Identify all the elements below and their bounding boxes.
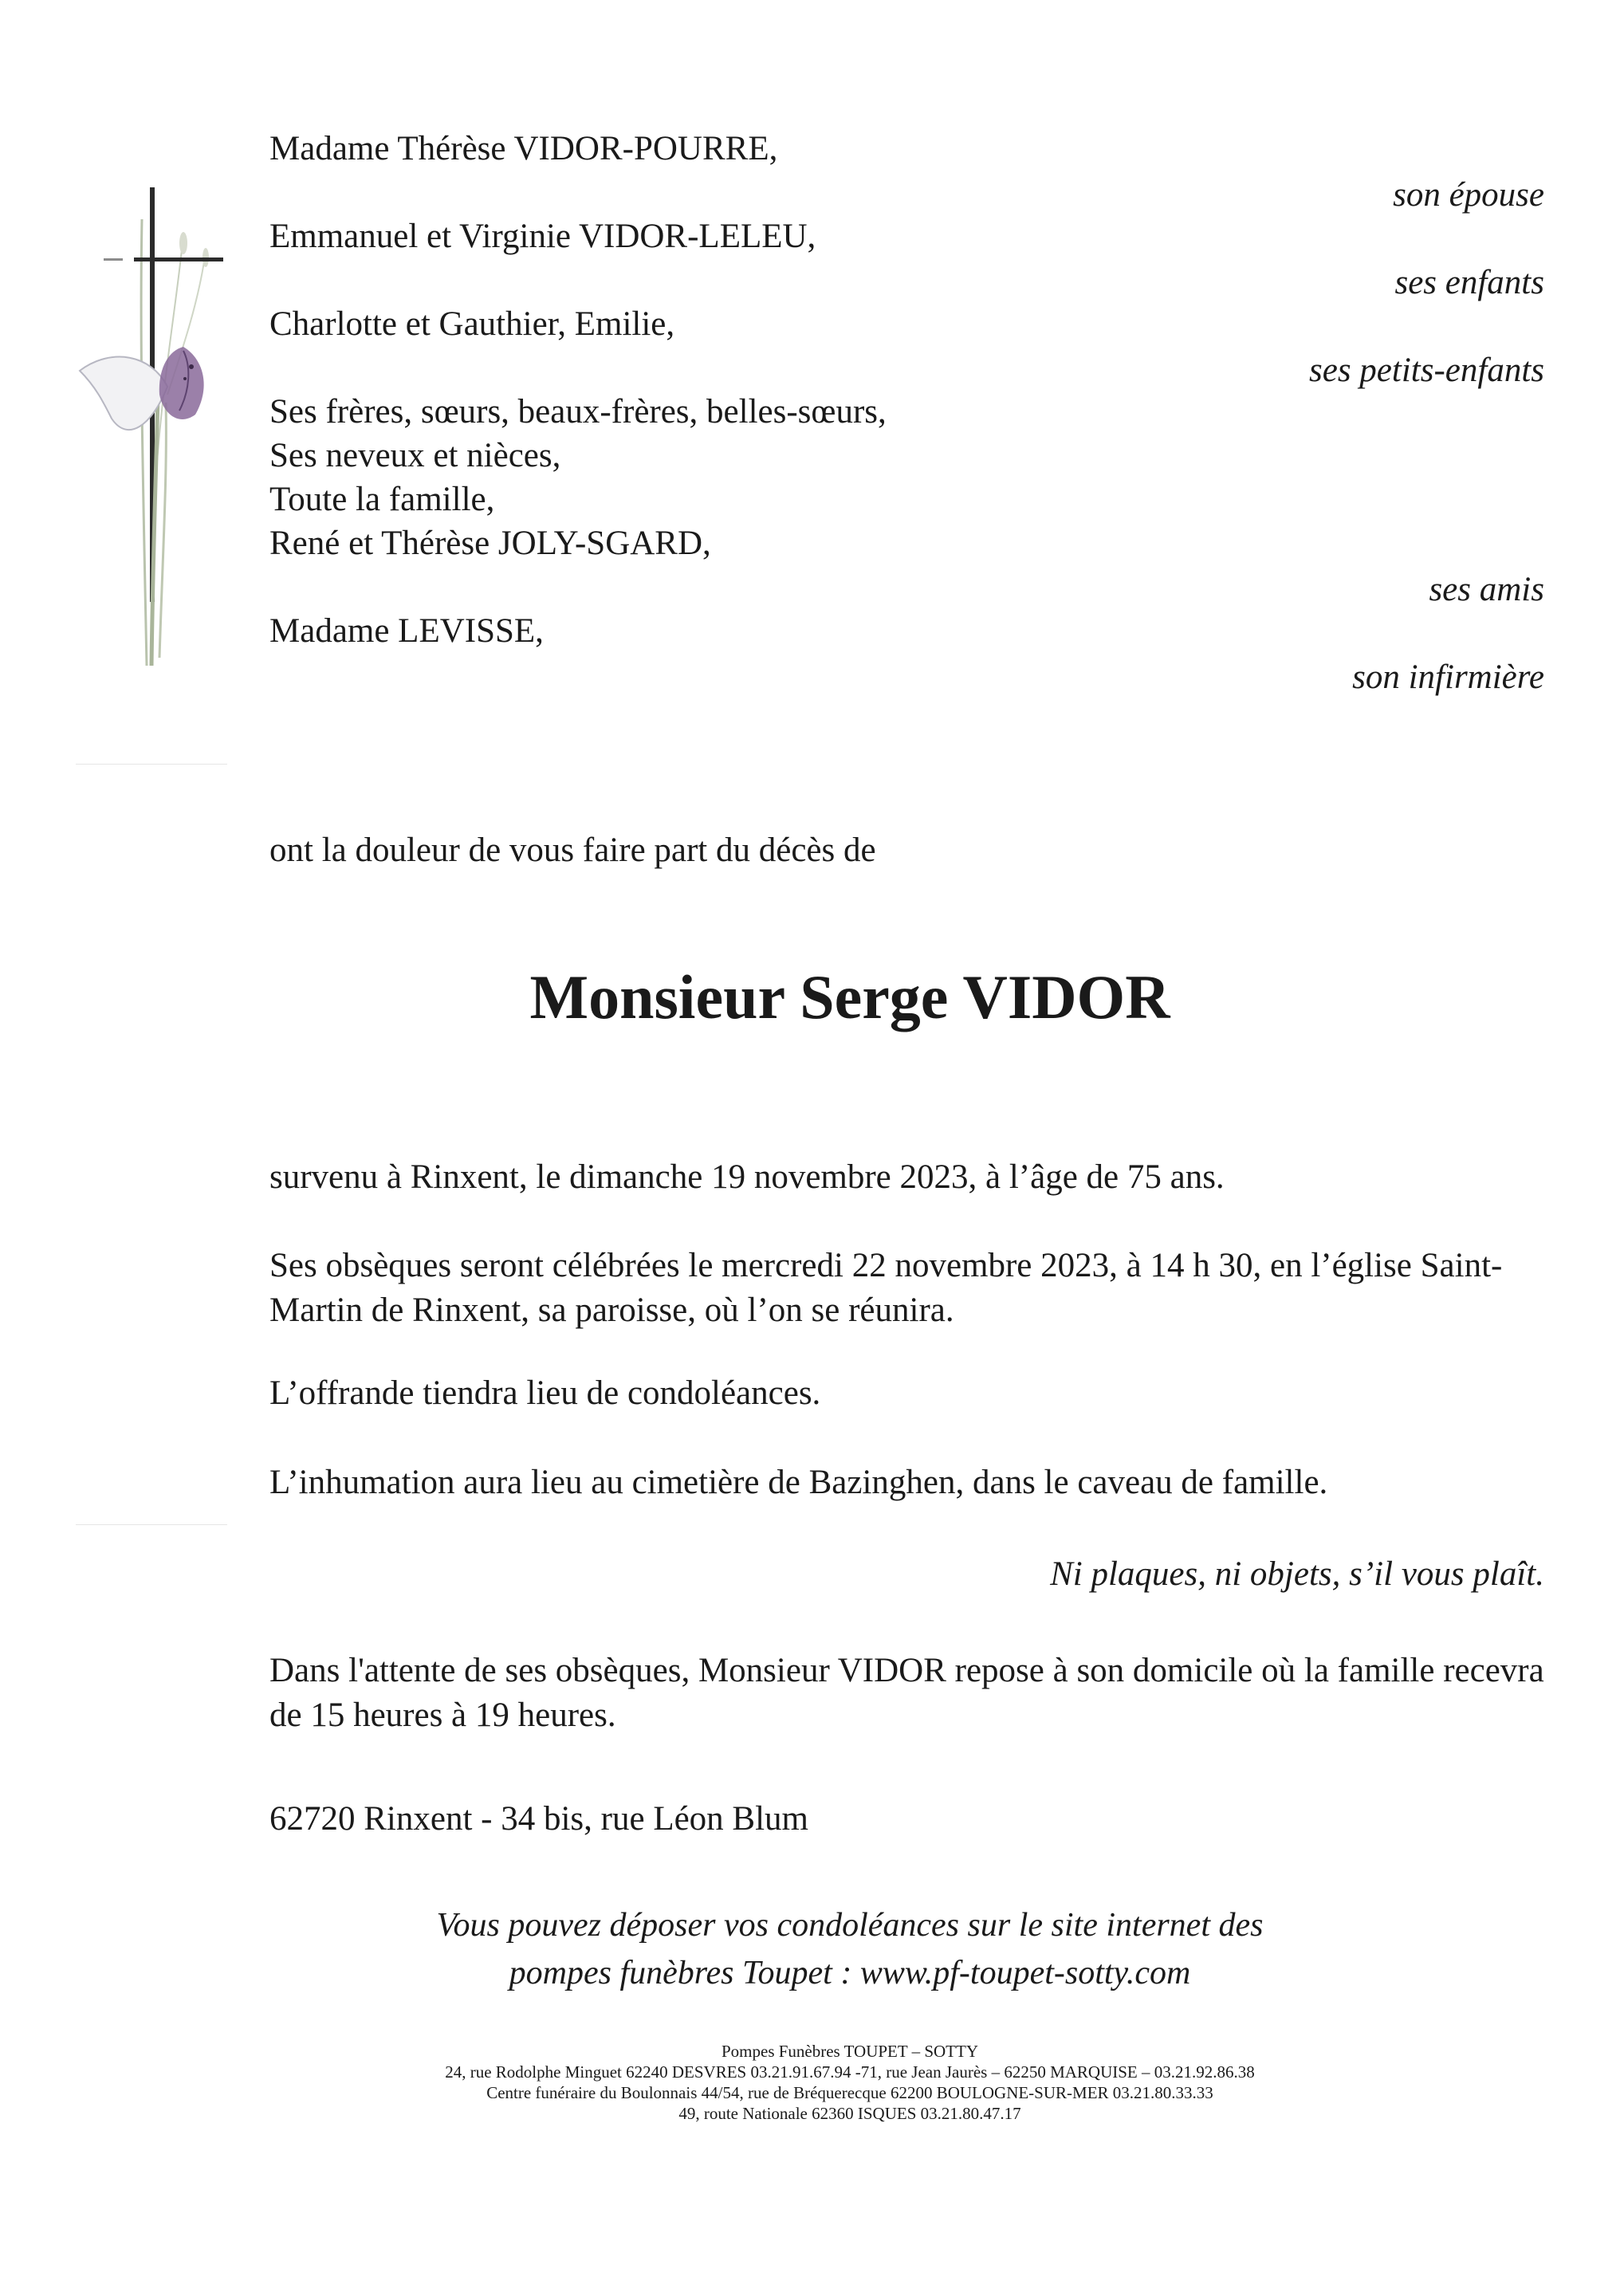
home-address: 62720 Rinxent - 34 bis, rue Léon Blum bbox=[269, 1800, 808, 1838]
relation-label: son épouse bbox=[1393, 176, 1544, 214]
family-line: Charlotte et Gauthier, Emilie, bbox=[269, 305, 675, 343]
condolences-line: Vous pouvez déposer vos condoléances sur le site internet des bbox=[436, 1907, 1264, 1944]
repose-text: Dans l'attente de ses obsèques, Monsieur VIDOR repose à son domicile où la famille recevra de 15 heures à 19 heures. bbox=[269, 1652, 1544, 1734]
death-details: survenu à Rinxent, le dimanche 19 novembre 2023, à l’âge de 75 ans. bbox=[269, 1158, 1225, 1196]
family-line: Ses neveux et nièces, bbox=[269, 437, 561, 474]
family-line: Madame Thérèse VIDOR-POURRE, bbox=[269, 130, 778, 167]
divider bbox=[76, 764, 227, 765]
relation-label: ses amis bbox=[1429, 571, 1544, 608]
condolences-link[interactable]: pompes funèbres Toupet : www.pf-toupet-sotty.com bbox=[509, 1955, 1191, 1991]
footer-line: Centre funéraire du Boulonnais 44/54, rue de Bréquerecque 62200 BOULOGNE-SUR-MER 03.21.80.33.33 bbox=[486, 2083, 1213, 2102]
footer-line: Pompes Funèbres TOUPET – SOTTY bbox=[721, 2042, 978, 2061]
family-line: Madame LEVISSE, bbox=[269, 612, 544, 650]
condolences-notice bbox=[0, 1901, 1624, 1997]
family-line: Toute la famille, bbox=[269, 481, 495, 518]
relation-label: son infirmière bbox=[1352, 659, 1544, 696]
divider bbox=[76, 1524, 227, 1525]
no-plaques-note: Ni plaques, ni objets, s’il vous plaît. bbox=[1050, 1555, 1544, 1593]
funeral-details: Ses obsèques seront célébrées le mercredi 22 novembre 2023, à 14 h 30, en l’église Saint-Martin de Rinxent, sa paroisse, où l’on se réunira. bbox=[269, 1247, 1503, 1329]
cross-with-calla-lily-icon bbox=[64, 187, 239, 698]
offering-text: L’offrande tiendra lieu de condoléances. bbox=[269, 1374, 821, 1412]
footer-line: 49, route Nationale 62360 ISQUES 03.21.80.47.17 bbox=[678, 2104, 1021, 2123]
deceased-name: Monsieur Serge VIDOR bbox=[529, 962, 1170, 1032]
family-line: Emmanuel et Virginie VIDOR-LELEU, bbox=[269, 218, 816, 255]
footer-line: 24, rue Rodolphe Minguet 62240 DESVRES 03.21.91.67.94 -71, rue Jean Jaurès – 62250 MARQUISE – 03.21.92.86.38 bbox=[445, 2062, 1255, 2082]
family-line: René et Thérèse JOLY-SGARD, bbox=[269, 525, 711, 562]
funeral-home-footer bbox=[0, 2041, 1624, 2124]
relation-label: ses enfants bbox=[1394, 264, 1544, 301]
family-line: Ses frères, sœurs, beaux-frères, belles-sœurs, bbox=[269, 393, 887, 431]
relation-label: ses petits-enfants bbox=[1309, 352, 1544, 389]
announcement-text: ont la douleur de vous faire part du décès de bbox=[269, 832, 876, 869]
burial-text: L’inhumation aura lieu au cimetière de Bazinghen, dans le caveau de famille. bbox=[269, 1464, 1328, 1501]
